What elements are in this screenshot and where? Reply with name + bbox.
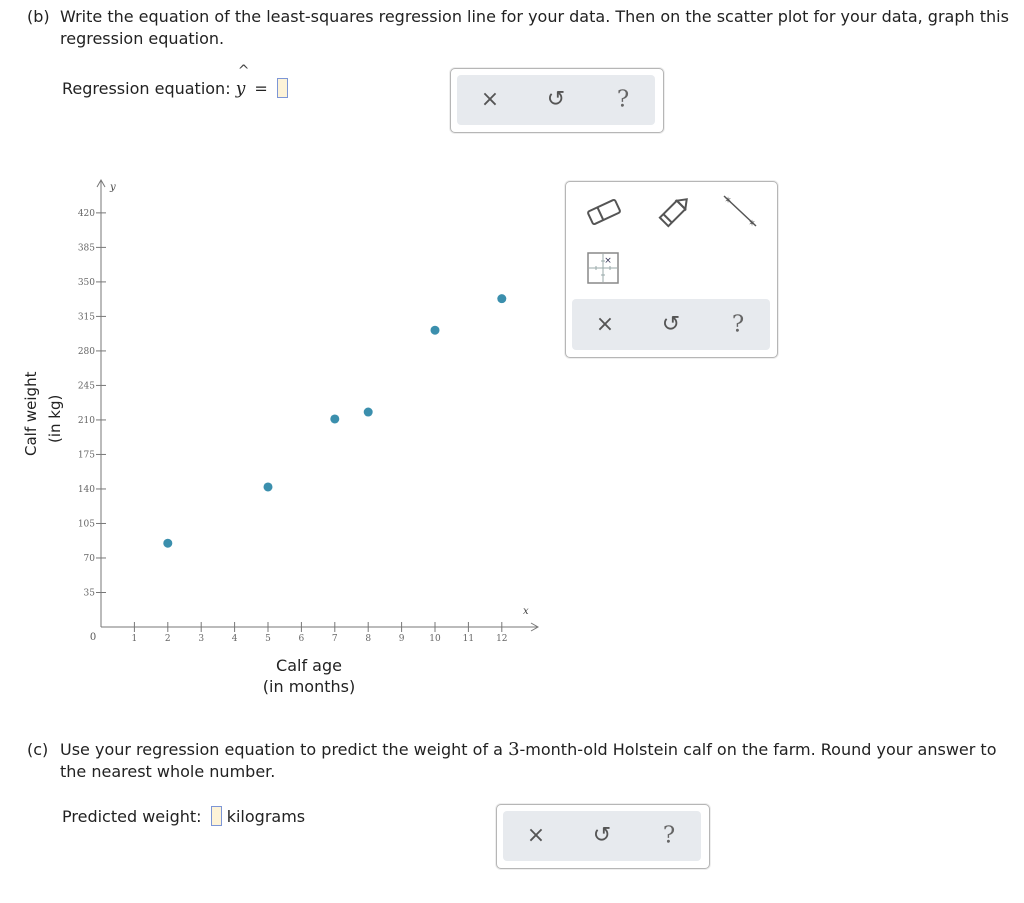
y-axis-letter: y (110, 182, 116, 193)
eraser-icon[interactable] (584, 196, 624, 228)
x-tick-label: 8 (365, 634, 372, 644)
y-tick-label: 315 (77, 312, 95, 323)
data-point (431, 326, 440, 335)
help-button[interactable]: ? (616, 86, 630, 113)
data-point (330, 414, 339, 423)
y-tick-label: 385 (77, 243, 95, 254)
prediction-toolbar-inner (503, 811, 701, 861)
question-c-text-after: -month-old Holstein calf on the farm. Round your answer to the nearest whole number. (60, 740, 997, 781)
x-axis-letter: x (523, 606, 529, 617)
regression-equation-label: Regression equation: (62, 79, 231, 98)
data-point (497, 294, 506, 303)
question-c-number: 3 (508, 739, 520, 760)
hat-symbol: ^ (237, 63, 250, 79)
data-point (264, 482, 273, 491)
x-tick-label: 11 (462, 634, 475, 644)
question-c-letter: (c) (27, 740, 49, 759)
graph-undo-button[interactable]: ↺ (661, 311, 681, 337)
question-c (27, 739, 1017, 785)
prediction-toolbar (496, 804, 710, 869)
undo-button[interactable]: ↺ (546, 87, 566, 112)
prediction-help-button[interactable]: ? (662, 822, 676, 849)
predicted-weight-label: Predicted weight: (62, 807, 202, 826)
regression-equation-input[interactable] (277, 78, 288, 98)
x-tick-label: 9 (398, 634, 405, 644)
x-tick-label: 6 (298, 634, 305, 644)
question-b (27, 6, 1017, 52)
y-axis-title-line1: Calf weight (22, 371, 40, 456)
clear-button[interactable]: × (480, 87, 500, 112)
line-tool-icon[interactable] (720, 192, 760, 232)
y-axis-title (14, 360, 74, 470)
regression-equation-row (62, 63, 288, 100)
graph-toolbar-inner (572, 299, 770, 350)
x-tick-label: 5 (265, 634, 271, 644)
x-tick-label: 12 (496, 634, 508, 644)
y-tick-label: 210 (77, 415, 95, 426)
predicted-weight-unit: kilograms (226, 807, 306, 826)
question-c-text (60, 739, 1010, 783)
x-axis-title-line1: Calf age (276, 656, 342, 675)
y-variable: y (235, 79, 246, 99)
plot-points (163, 294, 506, 548)
x-axis-title-line2: (in months) (262, 677, 356, 696)
plot-ticks (78, 209, 508, 644)
y-tick-label: 350 (77, 277, 95, 288)
question-c-text-before: Use your regression equation to predict the weight of a (60, 740, 509, 759)
prediction-undo-button[interactable]: ↺ (592, 823, 612, 848)
graph-help-button[interactable]: ? (731, 311, 745, 337)
predicted-weight-row (62, 806, 305, 828)
y-tick-label: 140 (77, 484, 95, 495)
data-point (364, 408, 373, 417)
x-tick-label: 10 (429, 634, 441, 644)
graph-tool-panel (565, 181, 778, 358)
x-tick-label: 1 (131, 634, 138, 644)
pencil-icon[interactable] (654, 194, 694, 230)
scatter-plot[interactable] (0, 175, 560, 645)
question-b-letter: (b) (27, 7, 50, 26)
x-tick-label: 3 (198, 634, 205, 644)
y-hat (235, 63, 250, 100)
grid-point-icon[interactable] (587, 252, 619, 284)
y-tick-label: 105 (77, 519, 95, 530)
origin-label: 0 (89, 632, 97, 643)
y-tick-label: 175 (77, 450, 95, 461)
x-tick-label: 2 (164, 634, 171, 644)
equals-sign: = (254, 79, 268, 98)
prediction-clear-button[interactable]: × (526, 823, 546, 848)
x-tick-label: 7 (331, 634, 338, 644)
y-axis-title-line2: (in kg) (46, 394, 64, 443)
plot-axes (90, 180, 538, 643)
y-tick-label: 35 (83, 588, 95, 599)
y-tick-label: 280 (77, 346, 95, 357)
x-tick-label: 4 (231, 634, 238, 644)
svg-text:✶: ✶ (748, 219, 756, 229)
graph-clear-button[interactable]: × (595, 311, 615, 337)
equation-toolbar (450, 68, 664, 133)
data-point (163, 539, 172, 548)
y-tick-label: 420 (77, 208, 95, 219)
y-tick-label: 70 (83, 553, 95, 564)
predicted-weight-input[interactable] (211, 806, 222, 826)
question-b-text: Write the equation of the least-squares regression line for your data. Then on the scatter plot for your data, graph this regression equation. (60, 7, 1009, 48)
svg-text:✶: ✶ (724, 196, 732, 206)
svg-text:×: × (604, 256, 612, 266)
equation-toolbar-inner (457, 75, 655, 125)
x-axis-title (245, 655, 373, 697)
y-tick-label: 245 (77, 381, 95, 392)
